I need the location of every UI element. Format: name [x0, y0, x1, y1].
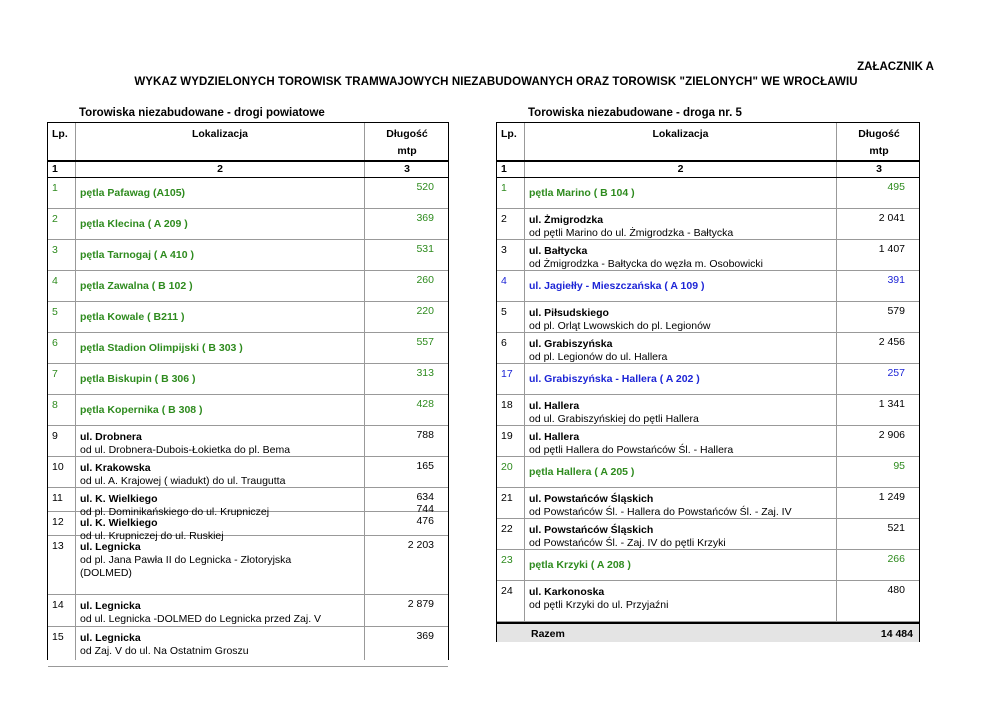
- row-location-name: ul. Jagiełły - Mieszczańska ( A 109 ): [529, 280, 705, 292]
- left-table-header: [48, 123, 448, 161]
- left-idx-1: 1: [52, 163, 58, 175]
- left-table-row: [48, 178, 448, 209]
- left-idx-2: 2: [217, 163, 223, 175]
- row-length: 495: [887, 181, 905, 193]
- row-location-name: ul. Karkonoska: [529, 586, 605, 598]
- row-lp: 10: [52, 461, 64, 473]
- right-table-row: [497, 302, 919, 333]
- right-table-row: [497, 271, 919, 302]
- row-location-name: ul. Piłsudskiego: [529, 307, 609, 319]
- row-length: 476: [416, 515, 434, 527]
- row-length: 391: [887, 274, 905, 286]
- row-lp: 6: [52, 337, 58, 349]
- row-lp: 13: [52, 540, 64, 552]
- row-location-detail: od Zaj. V do ul. Na Ostatnim Groszu: [80, 645, 249, 657]
- left-col-length-unit: mtp: [397, 145, 417, 157]
- row-length: 1 249: [878, 491, 905, 503]
- right-total-value: 14 484: [880, 628, 913, 640]
- row-length: 313: [416, 367, 434, 379]
- left-table-row: [48, 395, 448, 426]
- row-location-name: pętla Hallera ( A 205 ): [529, 466, 635, 478]
- left-table-row: [48, 271, 448, 302]
- right-idx-3: 3: [876, 163, 882, 175]
- row-lp: 18: [501, 399, 513, 411]
- row-location-name: pętla Marino ( B 104 ): [529, 187, 635, 199]
- row-location-name: pętla Kowale ( B211 ): [80, 311, 185, 323]
- row-location-detail-2: (DOLMED): [80, 567, 132, 579]
- row-length: 2 041: [878, 212, 905, 224]
- row-location-detail: od Powstańców Śl. - Zaj. IV do pętli Krzyki: [529, 537, 726, 549]
- row-location-name: ul. Żmigrodzka: [529, 214, 604, 226]
- right-col-length-unit: mtp: [869, 145, 889, 157]
- left-table-row: [48, 333, 448, 364]
- left-table-row: [48, 512, 448, 542]
- row-length: 1 407: [878, 243, 905, 255]
- left-table-row: [48, 302, 448, 333]
- right-table-row: [497, 395, 919, 426]
- left-table-row: [48, 536, 448, 595]
- row-lp: 4: [501, 275, 507, 287]
- row-location-detail: od Żmigrodzka - Bałtycka do węzła m. Osobowicki: [529, 258, 763, 270]
- row-lp: 23: [501, 554, 513, 566]
- right-table-row: [497, 333, 919, 364]
- row-location-name: pętla Stadion Olimpijski ( B 303 ): [80, 342, 243, 354]
- right-table-row: [497, 550, 919, 581]
- row-location-name: ul. Grabiszyńska - Hallera ( A 202 ): [529, 373, 700, 385]
- row-location-detail: od pętli Hallera do Powstańców Śl. - Hallera: [529, 444, 734, 456]
- left-table-subtitle: Torowiska niezabudowane - drogi powiatowe: [79, 107, 325, 119]
- row-lp: 3: [501, 244, 507, 256]
- row-lp: 11: [52, 492, 63, 504]
- right-table-row: [497, 457, 919, 488]
- right-table-row: [497, 178, 919, 209]
- row-lp: 12: [52, 516, 64, 528]
- row-location-name: ul. Hallera: [529, 431, 580, 443]
- row-lp: 14: [52, 599, 64, 611]
- row-location-name: ul. Legnicka: [80, 632, 141, 644]
- row-lp: 22: [501, 523, 513, 535]
- row-lp: 1: [52, 182, 58, 194]
- right-table-subtitle: Torowiska niezabudowane - droga nr. 5: [528, 107, 742, 119]
- row-lp: 17: [501, 368, 513, 380]
- left-col-location: Lokalizacja: [191, 128, 249, 140]
- row-lp: 2: [52, 213, 58, 225]
- left-col-lp: Lp.: [52, 128, 68, 140]
- right-total-label: Razem: [531, 628, 565, 640]
- row-location-name: ul. K. Wielkiego: [80, 517, 158, 529]
- row-location-name: pętla Klecina ( A 209 ): [80, 218, 188, 230]
- left-table-row: [48, 209, 448, 240]
- right-col-length: Długość: [858, 128, 900, 140]
- row-length: 2 906: [878, 429, 905, 441]
- row-location-name: ul. Hallera: [529, 400, 580, 412]
- row-lp: 19: [501, 430, 513, 442]
- row-location-name: ul. Grabiszyńska: [529, 338, 613, 350]
- row-location-detail: od ul. Legnicka -DOLMED do Legnicka przed Zaj. V: [80, 613, 322, 625]
- row-location-name: pętla Kopernika ( B 308 ): [80, 404, 203, 416]
- row-lp: 4: [52, 275, 58, 287]
- row-length: 2 879: [407, 598, 434, 610]
- row-lp: 21: [501, 492, 513, 504]
- left-table: [47, 122, 449, 660]
- row-length: 531: [416, 243, 434, 255]
- row-length: 788: [416, 429, 434, 441]
- right-table-row: [497, 209, 919, 240]
- document-title: WYKAZ WYDZIELONYCH TOROWISK TRAMWAJOWYCH NIEZABUDOWANYCH ORAZ TOROWISK "ZIELONYCH" WE WROCŁAWIU: [134, 76, 858, 88]
- row-location-name: pętla Pafawag (A105): [80, 187, 186, 199]
- row-location-detail: od ul. A. Krajowej ( wiadukt) do ul. Traugutta: [80, 475, 286, 487]
- row-length: 520: [416, 181, 434, 193]
- right-table-header: [497, 123, 919, 161]
- right-table-row: [497, 488, 919, 519]
- row-lp: 15: [52, 631, 64, 643]
- row-lp: 20: [501, 461, 513, 473]
- right-table: [496, 122, 920, 642]
- row-lp: 7: [52, 368, 58, 380]
- right-table-row: [497, 519, 919, 550]
- left-index-row: [48, 161, 448, 178]
- left-col-length: Długość: [386, 128, 428, 140]
- left-table-row: [48, 240, 448, 271]
- row-lp: 2: [501, 213, 507, 225]
- row-location-name: ul. Powstańców Śląskich: [529, 524, 654, 536]
- row-location-name: pętla Krzyki ( A 208 ): [529, 559, 631, 571]
- right-col-lp: Lp.: [501, 128, 517, 140]
- row-location-name: ul. Legnicka: [80, 600, 141, 612]
- right-col-location: Lokalizacja: [652, 128, 709, 140]
- row-length: 428: [416, 398, 434, 410]
- right-table-row: [497, 240, 919, 271]
- right-total-row: [497, 622, 919, 642]
- row-length-2: 744: [416, 503, 434, 515]
- row-location-name: pętla Zawalna ( B 102 ): [80, 280, 193, 292]
- row-length: 557: [416, 336, 434, 348]
- row-location-detail: od Powstańców Śl. - Hallera do Powstańców Śl. - Zaj. IV: [529, 506, 792, 518]
- row-location-detail: od pl. Dominikańskiego do ul. Krupniczej: [80, 506, 270, 518]
- row-location-detail: od pętli Marino do ul. Żmigrodzka - Bałtycka: [529, 227, 734, 239]
- row-length: 2 456: [878, 336, 905, 348]
- left-table-row: [48, 457, 448, 488]
- left-idx-3: 3: [404, 163, 410, 175]
- right-table-row: [497, 426, 919, 457]
- row-length: 165: [416, 460, 434, 472]
- row-location-detail: od ul. Grabiszyńskiej do pętli Hallera: [529, 413, 699, 425]
- row-length: 257: [887, 367, 905, 379]
- row-lp: 8: [52, 399, 58, 411]
- row-lp: 9: [52, 430, 58, 442]
- row-length: 634: [416, 491, 434, 503]
- row-lp: 5: [52, 306, 58, 318]
- row-length: 266: [887, 553, 905, 565]
- left-table-row: [48, 627, 448, 667]
- row-length: 369: [416, 212, 434, 224]
- left-table-row: [48, 426, 448, 457]
- row-length: 1 341: [878, 398, 905, 410]
- row-location-detail: od pl. Jana Pawła II do Legnicka - Złotoryjska: [80, 554, 292, 566]
- row-location-detail: od ul. Krupniczej do ul. Ruskiej: [80, 530, 224, 542]
- row-location-name: ul. Powstańców Śląskich: [529, 493, 654, 505]
- row-location-name: ul. Legnicka: [80, 541, 141, 553]
- row-location-name: pętla Tarnogaj ( A 410 ): [80, 249, 194, 261]
- right-table-row: [497, 581, 919, 622]
- row-location-detail: od pl. Legionów do ul. Hallera: [529, 351, 668, 363]
- row-length: 369: [416, 630, 434, 642]
- row-length: 579: [887, 305, 905, 317]
- row-lp: 1: [501, 182, 507, 194]
- right-table-row: [497, 364, 919, 395]
- left-table-row: [48, 595, 448, 627]
- row-length: 521: [887, 522, 905, 534]
- row-length: 2 203: [407, 539, 434, 551]
- left-table-row: [48, 488, 448, 518]
- right-idx-2: 2: [677, 163, 684, 175]
- right-index-row: [497, 161, 919, 178]
- annex-label: ZAŁACZNIK A: [857, 61, 934, 73]
- row-lp: 6: [501, 337, 507, 349]
- row-location-name: ul. Drobnera: [80, 431, 142, 443]
- row-lp: 24: [501, 585, 513, 597]
- row-length: 480: [887, 584, 905, 596]
- row-length: 220: [416, 305, 434, 317]
- row-location-name: ul. K. Wielkiego: [80, 493, 158, 505]
- row-location-detail: od pl. Orląt Lwowskich do pl. Legionów: [529, 320, 711, 332]
- right-idx-1: 1: [501, 163, 507, 175]
- row-location-detail: od pętli Krzyki do ul. Przyjaźni: [529, 599, 669, 611]
- row-location-detail: od ul. Drobnera-Dubois-Łokietka do pl. Bema: [80, 444, 291, 456]
- row-location-name: pętla Biskupin ( B 306 ): [80, 373, 196, 385]
- row-length: 95: [893, 460, 905, 472]
- row-length: 260: [416, 274, 434, 286]
- row-location-name: ul. Krakowska: [80, 462, 151, 474]
- row-location-name: ul. Bałtycka: [529, 245, 588, 257]
- left-table-row: [48, 364, 448, 395]
- row-lp: 5: [501, 306, 507, 318]
- row-lp: 3: [52, 244, 58, 256]
